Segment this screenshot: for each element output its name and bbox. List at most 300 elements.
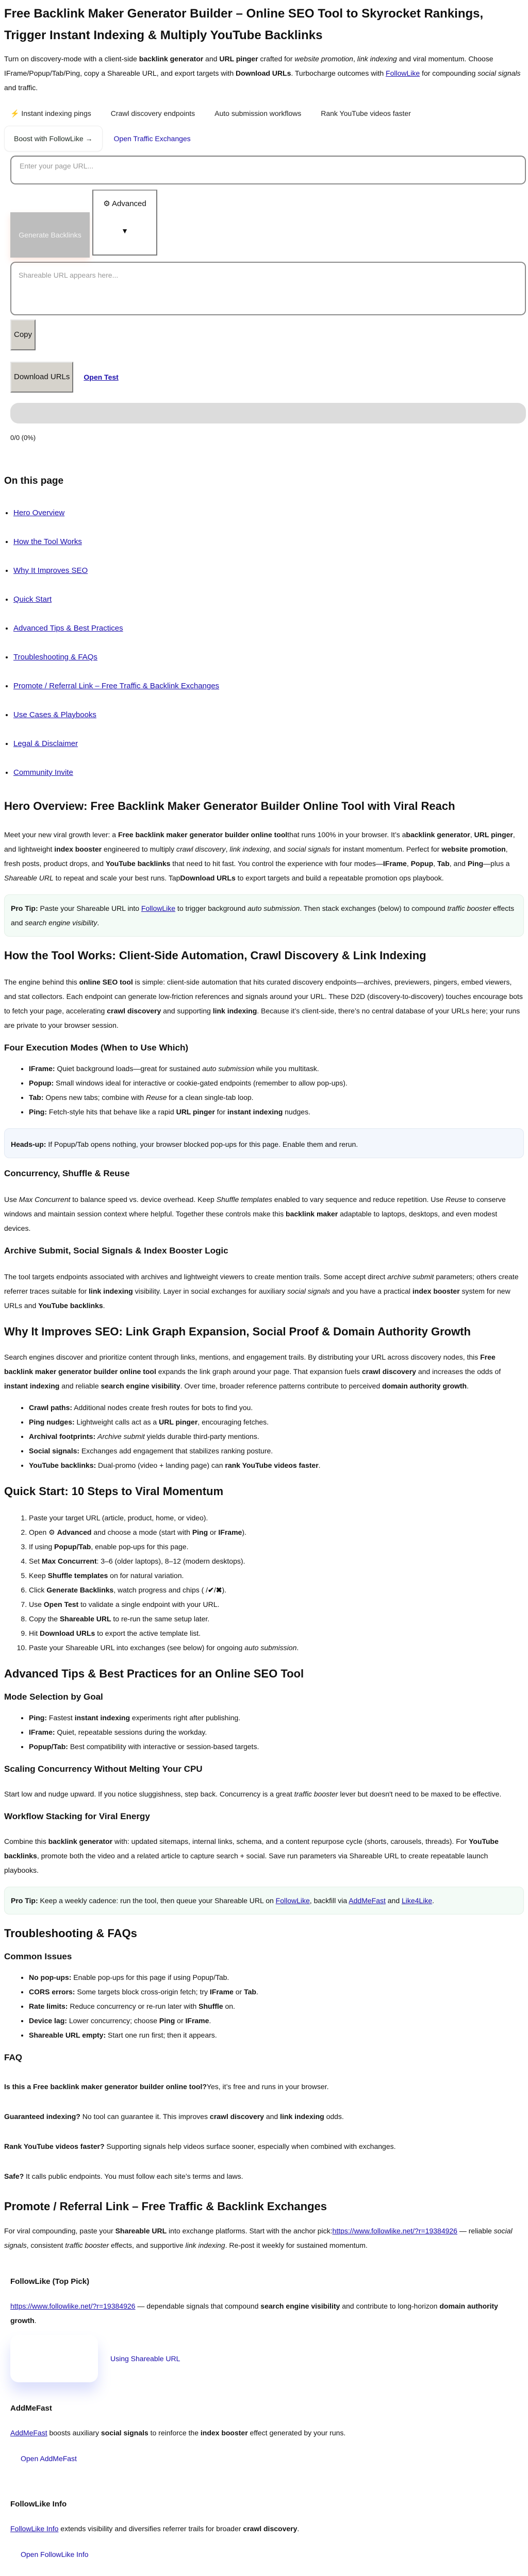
text: into exchange platforms. Start with the anchor pick:: [167, 2227, 333, 2235]
tip-label: Pro Tip:: [11, 1896, 38, 1905]
text: and: [203, 55, 220, 63]
list-item: [29, 1061, 524, 1076]
strong-text: rank YouTube videos faster: [225, 1461, 319, 1469]
toc-item: [13, 672, 524, 701]
text: .: [103, 1301, 105, 1310]
progress-text: 0/0 (0%): [10, 434, 36, 442]
toc-item: [13, 556, 524, 585]
list-item: [29, 2028, 524, 2042]
em-text: search engine visibility: [25, 919, 97, 927]
quick-start-heading: Quick Start: 10 Steps to Viral Momentum: [4, 1485, 224, 1498]
strong-text: Rate limits:: [29, 2002, 68, 2010]
text: Additional nodes create fresh routes for bots to find you.: [72, 1403, 253, 1412]
text: to balance speed vs. device overhead. Keep: [70, 1195, 217, 1204]
toc-title: On this page: [4, 476, 64, 486]
text: .: [256, 1988, 258, 1996]
like4like-link[interactable]: Like4Like: [402, 1896, 433, 1905]
text: Lower concurrency; choose: [67, 2016, 159, 2025]
how-paragraph: [4, 975, 524, 1032]
list-item: [29, 1076, 524, 1090]
list-item: [29, 1710, 524, 1725]
em-text: crawl discovery: [176, 845, 226, 853]
text: lever but doesn't need to be maxed to be effective.: [338, 1790, 502, 1798]
advanced-heading: Advanced Tips & Best Practices for an Online SEO Tool: [4, 1667, 304, 1680]
step-item: [29, 1597, 524, 1612]
exchange-card-followlike-info: [10, 2499, 524, 2574]
text: effects and: [11, 904, 515, 927]
strong-text: instant indexing: [227, 1108, 283, 1116]
text: Enable pop-ups for this page if using Popup/Tab.: [71, 1973, 229, 1981]
text: extends visibility and diversifies referrer trails for broader: [58, 2524, 243, 2533]
text: — reliable: [457, 2227, 494, 2235]
pill-auto-submission: Auto submission workflows: [214, 109, 302, 117]
stacking-paragraph: [4, 1834, 524, 1877]
text: for compounding: [420, 69, 478, 77]
strong-text: Download URLs: [40, 1629, 95, 1637]
toc-item: [13, 730, 524, 758]
em-text: Shareable URL: [4, 874, 54, 882]
exchange-heading: FollowLike Info: [10, 2500, 67, 2509]
strong-text: Download URLs: [236, 69, 291, 77]
em-text: traffic booster: [65, 2241, 109, 2249]
promote-heading: Promote / Referral Link – Free Traffic & Backlink Exchanges: [4, 2200, 327, 2213]
em-text: Reuse: [446, 1195, 467, 1204]
exchange-card-followlike: [10, 2276, 524, 2382]
strong-text: IFrame:: [29, 1728, 55, 1736]
modes-list: [4, 1061, 524, 1119]
text: or: [208, 1528, 219, 1536]
em-text: social signals: [4, 2227, 513, 2249]
text: Quiet background loads—great for sustained: [55, 1064, 203, 1073]
em-text: auto submission: [248, 904, 300, 912]
strong-text: crawl discovery: [107, 1007, 161, 1015]
em-text: Reuse: [145, 1093, 167, 1101]
text: .: [34, 2316, 37, 2325]
addmefast-link[interactable]: AddMeFast: [349, 1896, 386, 1905]
text: .: [296, 1643, 299, 1652]
toc-item: [13, 585, 524, 614]
strong-text: Open Test: [43, 1600, 79, 1608]
list-item: [29, 1429, 524, 1444]
text: and viral momentum. Choose IFrame/Popup/Tab/Ping, copy a Shareable URL, and export targets with: [4, 55, 493, 77]
text: system for new URLs and: [4, 1287, 510, 1310]
strong-text: IFrame: [209, 1988, 234, 1996]
text: . Then stack exchanges (below) to compound: [300, 904, 448, 912]
toc-link-use-cases[interactable]: Use Cases & Playbooks: [13, 710, 96, 719]
strong-text: search engine visibility: [260, 2302, 340, 2310]
text: expands the link graph around your page. That expansion fuels: [156, 1367, 362, 1376]
strong-text: domain authority growth: [382, 1382, 467, 1390]
concurrency-paragraph: [4, 1192, 524, 1235]
text: and you have a practical: [330, 1287, 412, 1295]
step-item: [29, 1568, 524, 1583]
text: Opens new tabs; combine with: [43, 1093, 146, 1101]
strong-text: Advanced: [57, 1528, 92, 1536]
why-heading: Why It Improves SEO: Link Graph Expansion, Social Proof & Domain Authority Growth: [4, 1325, 471, 1338]
text: ,: [433, 859, 437, 868]
text: Reduce concurrency or re-run later with: [68, 2002, 199, 2010]
em-text: auto submission: [244, 1643, 297, 1652]
strong-text: YouTube backlinks:: [29, 1461, 96, 1469]
strong-text: YouTube backlinks: [105, 859, 171, 868]
quick-start-steps: [4, 1511, 524, 1655]
text: Paste your target URL (article, product, home, or video).: [29, 1514, 208, 1522]
toc-link-community[interactable]: Community Invite: [13, 768, 73, 777]
feature-pills: [4, 102, 524, 124]
check-icon: ✔: [208, 1586, 214, 1594]
text: parameters; others create referrer traces suitable for: [4, 1273, 519, 1295]
boost-followlike-button[interactable]: Boost with FollowLike →: [4, 126, 103, 151]
text: on for natural variation.: [108, 1571, 184, 1580]
text: or: [233, 1988, 244, 1996]
strong-text: Generate Backlinks: [46, 1586, 114, 1594]
text: to conserve windows and maintain session context where helpful. Together these controls make this: [4, 1195, 506, 1218]
strong-text: Popup:: [29, 1079, 54, 1087]
em-text: auto submission: [202, 1064, 255, 1073]
common-issues-heading: Common Issues: [4, 1952, 72, 1961]
step-item: [29, 1511, 524, 1525]
strong-text: YouTube backlinks: [4, 1837, 499, 1860]
cross-icon: ✖: [216, 1586, 222, 1594]
strong-text: Free backlink maker generator builder online tool: [4, 1353, 496, 1376]
strong-text: Tab:: [29, 1093, 44, 1101]
scaling-paragraph: [4, 1787, 524, 1801]
list-item: [29, 1999, 524, 2013]
text: . Re-post it weekly for sustained momentum.: [225, 2241, 368, 2249]
toc-item: [13, 758, 524, 787]
text: , fresh posts, product drops, and: [4, 845, 508, 868]
list-item: [29, 1458, 524, 1472]
strong-text: Ping: [159, 2016, 175, 2025]
text: crafted for: [258, 55, 295, 63]
exchange-heading: AddMeFast: [10, 2404, 52, 2413]
toc-link-advanced-tips[interactable]: Advanced Tips & Best Practices: [13, 624, 123, 633]
text: and: [385, 1896, 402, 1905]
text: Fetch-style hits that behave like a rapid: [47, 1108, 176, 1116]
text: engineered to multiply: [102, 845, 176, 853]
toc-item: [13, 528, 524, 556]
strong-text: Free backlink maker generator builder online tool: [118, 831, 288, 839]
text: If Popup/Tab opens nothing, your browser blocked pop-ups for this page. Enable them and rerun.: [46, 1140, 358, 1148]
text: Search engines discover and prioritize content through links, mentions, and engagement trails. By distributing your URL across discovery nodes, this: [4, 1353, 481, 1361]
strong-text: Shareable URL empty:: [29, 2031, 106, 2039]
modes-heading: Four Execution Modes (When to Use Which): [4, 1043, 188, 1053]
toc-link-why-seo[interactable]: Why It Improves SEO: [13, 566, 88, 575]
em-text: traffic booster: [447, 904, 491, 912]
text: Small windows ideal for interactive or cookie-gated endpoints (remember to allow pop-ups).: [54, 1079, 348, 1087]
text: —plus a: [483, 859, 510, 868]
scaling-heading: Scaling Concurrency Without Melting Your CPU: [4, 1764, 203, 1774]
text: , encouraging fetches.: [197, 1418, 269, 1426]
strong-text: index booster: [412, 1287, 460, 1295]
text: Best compatibility with interactive or session-based targets.: [68, 1742, 259, 1751]
download-row: [10, 362, 518, 393]
text: Quiet, repeatable sessions during the workday.: [55, 1728, 207, 1736]
text: and: [263, 2112, 280, 2121]
text: .: [209, 2016, 211, 2025]
faq-item: [4, 2139, 524, 2154]
text: to validate a single endpoint with your URL.: [78, 1600, 220, 1608]
strong-text: backlink maker: [286, 1210, 338, 1218]
shareable-url-placeholder: Shareable URL appears here...: [19, 271, 119, 279]
open-test-link[interactable]: Open Test: [84, 373, 119, 381]
text: .: [432, 1896, 435, 1905]
strong-text: Ping: [192, 1528, 208, 1536]
troubleshooting-heading: Troubleshooting & FAQs: [4, 1927, 137, 1940]
em-text: social signals: [287, 1287, 331, 1295]
step-item: [29, 1539, 524, 1554]
text: to export the active template list.: [95, 1629, 201, 1637]
strong-text: Device lag:: [29, 2016, 67, 2025]
em-text: social signals: [477, 69, 521, 77]
text: , consistent: [26, 2241, 65, 2249]
step-item: [29, 1640, 524, 1655]
followlike-referral-link[interactable]: https://www.followlike.net/?r=19384926: [10, 2302, 136, 2310]
text: on.: [223, 2002, 235, 2010]
backlink-tool: [4, 156, 524, 445]
url-input[interactable]: [10, 156, 526, 184]
followlike-link[interactable]: FollowLike: [141, 904, 176, 912]
faq-item: [4, 2079, 524, 2094]
strong-text: search engine visibility: [101, 1382, 180, 1390]
overview-paragraph: [4, 827, 524, 885]
mode-selection-list: [4, 1710, 524, 1754]
toc-link-promote[interactable]: Promote / Referral Link – Free Traffic & Backlink Exchanges: [13, 682, 220, 690]
text: Turn on discovery-mode with a client-side: [4, 55, 139, 63]
text: ).: [222, 1586, 226, 1594]
text: Use: [29, 1600, 44, 1608]
strong-text: URL pinger: [176, 1108, 215, 1116]
toc-item: [13, 614, 524, 643]
text: : 3–6 (older laptops), 8–12 (modern desktops).: [96, 1557, 245, 1565]
followlike-button[interactable]: [10, 2335, 98, 2382]
toc-item: [13, 701, 524, 730]
em-text: link indexing: [357, 55, 397, 63]
list-item: [29, 1725, 524, 1739]
exchange-description: [10, 2521, 524, 2536]
strong-text: index booster: [200, 2429, 248, 2437]
strong-text: URL pinger: [159, 1418, 198, 1426]
text: to reinforce the: [148, 2429, 201, 2437]
list-item: [29, 1444, 524, 1458]
open-addmefast-button[interactable]: Open AddMeFast: [21, 2454, 77, 2463]
text: adaptable to laptops, desktops, and even modest devices.: [4, 1210, 498, 1232]
text: that runs 100% in your browser. It’s a: [287, 831, 406, 839]
strong-text: crawl discovery: [361, 1367, 416, 1376]
addmefast-link[interactable]: AddMeFast: [10, 2429, 47, 2437]
text: , enable pop-ups for this page.: [91, 1543, 189, 1551]
overview-heading: Hero Overview: Free Backlink Maker Generator Builder Online Tool with Viral Reach: [4, 800, 455, 812]
strong-text: instant indexing: [74, 1714, 130, 1722]
text: The engine behind this: [4, 978, 79, 986]
em-text: Max Concurrent: [19, 1195, 71, 1204]
text: Keep a weekly cadence: run the tool, then queue your Shareable URL on: [38, 1896, 276, 1905]
text: ,: [225, 845, 230, 853]
hero-intro: [4, 52, 524, 95]
advanced-toggle[interactable]: [92, 190, 157, 256]
text: If using: [29, 1543, 55, 1551]
step-item: [29, 1525, 524, 1539]
generate-backlinks-button[interactable]: Generate Backlinks: [10, 212, 90, 258]
text: , and: [449, 859, 468, 868]
toc-link-legal[interactable]: Legal & Disclaimer: [13, 739, 78, 748]
text: , and: [269, 845, 288, 853]
em-text: Archive submit: [97, 1432, 145, 1440]
faq-question: Rank YouTube videos faster?: [4, 2142, 105, 2150]
list-item: [29, 1105, 524, 1119]
text: , watch progress and chips ( /: [113, 1586, 208, 1594]
toc-link-quick-start[interactable]: Quick Start: [13, 595, 52, 604]
pro-tip-box: [4, 1887, 524, 1914]
text: ,: [406, 859, 411, 868]
faq-answer: Supporting signals help videos surface sooner, especially when combined with exchanges.: [104, 2142, 396, 2150]
text: Click: [29, 1586, 47, 1594]
strong-text: Shareable URL: [115, 2227, 167, 2235]
text: ,: [470, 831, 474, 839]
shareable-url-field[interactable]: [10, 262, 526, 315]
em-text: link indexing: [185, 2241, 225, 2249]
strong-text: Popup: [410, 859, 434, 868]
text: to trigger background: [175, 904, 248, 912]
strong-text: Shareable URL: [59, 1615, 111, 1623]
text: Open ⚙: [29, 1528, 57, 1536]
strong-text: crawl discovery: [209, 2112, 264, 2121]
strong-text: YouTube backlinks: [38, 1301, 103, 1310]
text: to export targets and build a repeatable promotion ops playbook.: [235, 874, 444, 882]
faq-question: Is this a Free backlink maker generator builder online tool?: [4, 2082, 207, 2091]
text: enabled to vary sequence and reduce repetition. Use: [272, 1195, 446, 1204]
copy-button[interactable]: Copy: [10, 319, 36, 350]
text: ,: [353, 55, 357, 63]
why-list: [4, 1400, 524, 1472]
text: Start low and nudge upward. If you notice sluggishness, step back. Concurrency is a great: [4, 1790, 294, 1798]
download-urls-button[interactable]: Download URLs: [10, 362, 73, 393]
faq-answer: No tool can guarantee it. This improves: [80, 2112, 210, 2121]
list-item: [29, 1985, 524, 1999]
text: for instant momentum. Perfect for: [330, 845, 442, 853]
toc-list: [4, 499, 524, 787]
strong-text: Popup/Tab: [54, 1543, 91, 1551]
text: , and lightweight: [4, 831, 515, 853]
followlike-info-link[interactable]: FollowLike Info: [10, 2524, 59, 2533]
toc-link-how-it-works[interactable]: How the Tool Works: [13, 537, 82, 546]
text: . Because it’s client-side, there’s no central database of your URLs here; your runs are private to your browser session.: [4, 1007, 520, 1029]
text: /: [213, 1586, 216, 1594]
followlike-link[interactable]: FollowLike: [275, 1896, 310, 1905]
text: and traffic.: [4, 83, 38, 92]
faq-answer: It calls public endpoints. You must follow each site’s terms and laws.: [24, 2172, 243, 2180]
text: visibility. Layer in social exchanges for auxiliary: [133, 1287, 288, 1295]
strong-text: Shuffle: [199, 2002, 223, 2010]
text: .: [97, 919, 100, 927]
strong-text: Ping:: [29, 1108, 47, 1116]
followlike-cta-row: [10, 2335, 524, 2382]
text: . Turbocharge outcomes with: [291, 69, 386, 77]
step-item: [29, 1583, 524, 1597]
list-item: [29, 1739, 524, 1754]
faq-question: Guaranteed indexing?: [4, 2112, 80, 2121]
archive-paragraph: [4, 1269, 524, 1313]
text: Fastest: [47, 1714, 75, 1722]
strong-text: IFrame: [383, 859, 407, 868]
exchange-heading: FollowLike (Top Pick): [10, 2277, 90, 2286]
strong-text: Max Concurrent: [41, 1557, 97, 1565]
exchange-card-addmefast: [10, 2403, 524, 2478]
open-followlike-info-button[interactable]: Open FollowLike Info: [21, 2550, 89, 2558]
text: Start one run first; then it appears.: [106, 2031, 217, 2039]
toc-link-troubleshooting[interactable]: Troubleshooting & FAQs: [13, 653, 97, 662]
strong-text: website promotion: [441, 845, 506, 853]
strong-text: Social signals:: [29, 1447, 80, 1455]
text: Use: [4, 1195, 19, 1204]
how-heading: How the Tool Works: Client-Side Automation, Crawl Discovery & Link Indexing: [4, 949, 426, 962]
strong-text: Ping:: [29, 1714, 47, 1722]
why-paragraph: [4, 1350, 524, 1393]
text: Hit: [29, 1629, 40, 1637]
using-shareable-url-link[interactable]: Using Shareable URL: [110, 2354, 180, 2363]
exchange-description: [10, 2299, 524, 2328]
strong-text: No pop-ups:: [29, 1973, 72, 1981]
issues-list: [4, 1970, 524, 2042]
text: for a clean single-tab loop.: [167, 1093, 254, 1101]
text: For viral compounding, paste your: [4, 2227, 116, 2235]
text: to re-run the same setup later.: [111, 1615, 210, 1623]
strong-text: link indexing: [212, 1007, 257, 1015]
strong-text: Tab: [437, 859, 450, 868]
progress-bar: [10, 403, 526, 423]
url-input-placeholder: Enter your page URL...: [20, 162, 94, 170]
text: ).: [242, 1528, 246, 1536]
text: and reliable: [59, 1382, 101, 1390]
faq-heading: FAQ: [4, 2053, 22, 2062]
text: that need to hit fast. You control the experience with four modes—: [170, 859, 383, 868]
text: Paste your Shareable URL into: [38, 904, 141, 912]
list-item: [29, 1415, 524, 1429]
heads-up-box: [4, 1128, 524, 1158]
strong-text: link indexing: [89, 1287, 133, 1295]
text: and increases the odds of: [416, 1367, 501, 1376]
stacking-heading: Workflow Stacking for Viral Energy: [4, 1811, 150, 1821]
strong-text: social signals: [101, 2429, 148, 2437]
advanced-label: ⚙ Advanced: [103, 199, 146, 208]
followlike-link[interactable]: FollowLike: [386, 69, 420, 77]
toc-item: [13, 643, 524, 672]
toc-link-hero-overview[interactable]: Hero Overview: [13, 509, 65, 517]
open-traffic-exchanges-link[interactable]: Open Traffic Exchanges: [113, 134, 191, 143]
strong-text: Archival footprints:: [29, 1432, 96, 1440]
faq-question: Safe?: [4, 2172, 24, 2180]
faq-item: [4, 2109, 524, 2124]
archive-heading: Archive Submit, Social Signals & Index Booster Logic: [4, 1246, 228, 1256]
heads-up-label: Heads-up:: [11, 1140, 46, 1148]
strong-text: URL pinger: [219, 55, 258, 63]
text: Lightweight calls act as a: [74, 1418, 159, 1426]
followlike-referral-link[interactable]: https://www.followlike.net/?r=19384926: [332, 2227, 457, 2235]
generate-row: [10, 188, 518, 258]
pill-instant-indexing: ⚡ Instant indexing pings: [10, 109, 91, 117]
copy-row: [10, 319, 518, 350]
em-text: website promotion: [294, 55, 353, 63]
text: nudges.: [283, 1108, 310, 1116]
promote-paragraph: [4, 2224, 524, 2252]
strong-text: Ping: [467, 859, 484, 868]
exchange-list: [4, 2276, 524, 2576]
text: , promote both the video and a related article to capture search + social. Save run parameters via Shareable URL to create repeatable launch playbooks.: [4, 1852, 488, 1874]
pill-rank-youtube: Rank YouTube videos faster: [321, 109, 411, 117]
caret-down-icon: ▼: [121, 227, 128, 235]
strong-text: crawl discovery: [243, 2524, 298, 2533]
step-item: [29, 1626, 524, 1640]
